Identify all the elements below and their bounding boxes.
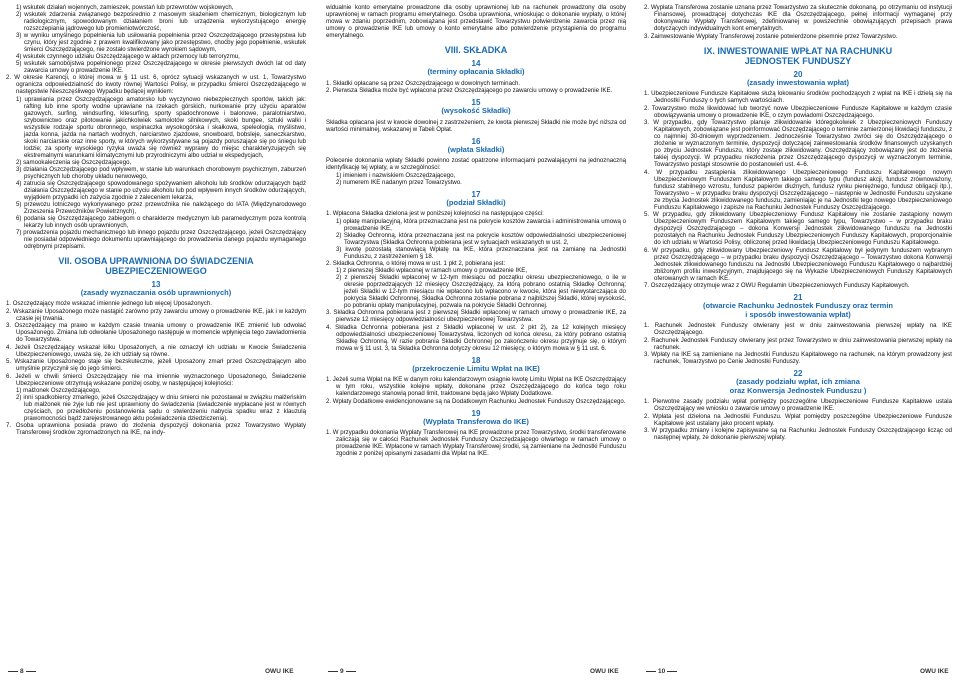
list-item: 3. W przypadku, gdy Towarzystwo planuje zlikwidowanie któregokolwiek z Ubezpieczeniowych Funduszy Kapitałowych, zobowiązane jest poinformować Oszczędzającego o terminie zamierzonej likwidacji funduszu, z co najmniej 30-dniowym wyprzedzeniem. Jednocześnie Towarzystwo zwróci się do Oszczędzającego o złożenie w wyznaczonym terminie, dyspozycji dotyczącej zainwestowania środków finansowych uzyskanych po zbyciu Jednostek Funduszu, który zostaje zlikwidowany. Oszczędzający zobowiązany jest do złożenia takiej dyspozycji. W przypadku niezłożenia przez Oszczędzającego dyspozycji w wyznaczonym terminie, Towarzystwo postąpi stosownie do postanowień ust. 4–6. [644, 119, 952, 168]
list-item: 3. Oszczędzający ma prawo w każdym czasie trwania umowy o prowadzenie IKE zmienić lub odwołać Uposażonego. Zmiana lub odwołanie Uposażonego następuje w momencie wpłynięcia tego zawiadomienia do Towarzystwa. [6, 322, 306, 343]
list-item: 1) uprawiania przez Oszczędzającego amatorsko lub wyczynowo niebezpiecznych sportów, takich jak: rafting lub inne sporty wodne uprawiane na rzekach górskich, nurkowanie przy użyciu aparatów gazowych, surfing, windsurfing, kitesurfing, sporty spadochronowe i balonowe, paralotniarstwo, szybownictwo oraz pilotowanie jakichkolwiek samolotów silnikowych, skoki bungee, sztuki walki i wszystkie rodzaje sportu obronnego, wspinaczka wysokogórska i skałkowa, speleologia, myślistwo, jazda konna, jazda na nartach wodnych, narciarstwo zjazdowe, snowboard, bobsleje, saneczkarstwo, skoki narciarskie oraz inne sporty, w których wykorzystywane są pojazdy poruszające się po śniegu lub lodzie; za sporty wysokiego ryzyka uważa się również wyprawy do miejsc charakteryzujących się ekstremalnymi warunkami klimatycznymi lub przyrodniczymi albo udział w ekspedycjach, [16, 95, 306, 159]
list-item: 5. Wskazanie Uposażonego staje się bezskuteczne, jeżeli Uposażony zmarł przed Oszczędzającym albo umyślnie przyczynił się do jego śmierci. [6, 358, 306, 372]
section-title: (wysokość Składki) [441, 106, 511, 115]
list-item: 2) Składkę Ochronną, która przeznaczana jest na pokrycie kosztów odpowiedzialności ubezpieczeniowej Towarzystwa (Składka Ochronna pobierana jest w sytuacjach wskazanych w ust. 2, [336, 231, 626, 246]
list-item: 3) działania Oszczędzającego pod wpływem, w stanie lub warunkach chorobowym psychicznym, zaburzeń psychicznych lub choroby układu nerwowego, [16, 165, 306, 180]
footer-brand: OWU IKE [590, 668, 619, 675]
section-number: 17 [471, 189, 481, 199]
list-item: 5. W przypadku, gdy zlikwidowany Ubezpieczeniowy Fundusz Kapitałowy nie zostanie zastąpiony nowym Ubezpieczeniowym Funduszem Kapitałowym takiego samego typu, Towarzystwo – w przypadku braku dyspozycji Oszczędzającego – dokona Konwersji Jednostek zlikwidowanego funduszu na Jednostki pozostałych na Rachunku Jednostek Funduszy Ubezpieczeniowych Funduszy Kapitałowych, proporcjonalnie do ich udziału w Wartości Polisy, obliczonej przed likwidacją Ubezpieczeniowego Funduszu Kapitałowego. [644, 211, 952, 246]
list-item: 6) podania się Oszczędzającego zabiegom o charakterze medycznym lub paramedycznym poza kontrolą lekarzy lub innych osób uprawnionych, [16, 214, 306, 229]
paragraph: Polecenie dokonania wpłaty Składki powinno zostać opatrzone informacjami pozwalającymi na jednoznaczną identyfikację tej wpłaty, a w szczególności: [326, 157, 626, 171]
list-item: 2. Wypłata Transferowa zostanie uznana przez Towarzystwo za skutecznie dokonaną, po otrzymaniu od instytucji Finansowej, prowadzącej dotychczas IKE dla Oszczędzającego, pełnej informacji wymaganej przy dokonywaniu Wypłaty Transferowej, zdefiniowanej w powszechnie obowiązujących przepisach prawa dotyczących indywidualnych kont emerytalnych. [644, 4, 952, 32]
list-item: 1. Oszczędzający może wskazać imiennie jednego lub więcej Uposażonych. [6, 300, 212, 307]
list-item: 4. W przypadku zastąpienia zlikwidowanego Ubezpieczeniowego Funduszu Kapitałowego nowym Ubezpieczeniowym Funduszem Kapitałowym takiego samego typu (fundusz akcji, fundusz zrównoważony, fundusz stabilnego wzrostu, fundusz papierów dłużnych, fundusz rynku pieniężnego, fundusz obligacji itp.), Towarzystwo – w przypadku braku dyspozycji Oszczędzającego – następnie w Jednostki Funduszu uzyskane ze zbycia Jednostek zlikwidowanego funduszu, zamieniając je na Jednostki tego nowego Ubezpieczeniowego Funduszu Kapitałowego i zapisze na Rachunku Jednostek Funduszy Oszczędzającego. [644, 168, 952, 211]
list-item: 3. Składka Ochronna pobierana jest z pierwszej Składki wpłaconej w ramach umowy o prowadzenie IKE, za pierwsze 12 miesięcy odpowiedzialności ubezpieczeniowej Towarzystwa. [326, 309, 626, 323]
section-number: 13 [151, 279, 161, 289]
list-item: 2. Towarzystwo może likwidować lub tworzyć nowe Ubezpieczeniowe Fundusze Kapitałowe w każdym czasie obowiązywania umowy o prowadzenie IKE, o czym powiadomi Oszczędzającego. [644, 104, 952, 119]
page-number: 10 [658, 668, 666, 675]
list-item: 1) imieniem i nazwiskiem Oszczędzającego, [336, 171, 456, 179]
list-item: 1. Ubezpieczeniowe Fundusze Kapitałowe służą lokowaniu środków pochodzących z wpłat na IKE i dzielą się na Jednostki Funduszy o tych samych wartościach. [644, 90, 952, 104]
list-item: 2. Wpłata jest dzielona na Jednostki Funduszu. Wpłat pomiędzy poszczególne Ubezpieczeniowe Fundusze Kapitałowe jest ustalany jako procent wpłaty. [644, 412, 952, 427]
paragraph: Składka opłacana jest w kwocie dowolnej z zastrzeżeniem, że kwota pierwszej Składki nie może być niższa od wartości minimalnej, wskazanej w Tabeli Opłat. [326, 118, 626, 133]
section-number: 16 [471, 136, 481, 146]
section-title: (terminy opłacania Składki) [427, 67, 525, 76]
chapter-heading [644, 46, 952, 66]
section-title: (zasady inwestowania wpłat) [746, 77, 850, 87]
list-item: 7. Oszczędzający otrzymuje wraz z OWU Regulamin Ubezpieczeniowych Funduszy Kapitałowych. [644, 282, 910, 289]
list-item: 4. Składka Ochronna pobierana jest z Składki wpłaconej w ust. 2 pkt 2), za 12 kolejnych miesięcy odpowiedzialności ubezpieczeniowej Towarzystwa, liczonych od końca okresu, za który pobrano ostatnią Składkę Ochronną. W razie pobrania Składki Ochronnej po zakończeniu okresu przyjmuje się, o którym mowa w § 11 ust. 3, ta Składka Ochronna dotyczy okresu 12 miesięcy, o którym mowa w § 11 ust. 6. [326, 323, 626, 352]
list-item: 2) numerem IKE nadanym przez Towarzystwo. [336, 178, 462, 186]
section-number: 20 [793, 69, 803, 79]
list-item: 1. Rachunek Jednostek Funduszy otwierany jest w dniu zainwestowania pierwszej wpłaty na IKE Oszczędzającego. [644, 322, 952, 336]
chapter-title-line: IX. INWESTOWANIE WPŁAT NA RACHUNKU [703, 45, 893, 56]
section-number: 19 [471, 408, 481, 418]
section-title: (podział Składki) [446, 197, 506, 207]
section-title: (wpłata Składki) [447, 144, 505, 154]
section-number: 14 [471, 59, 481, 68]
list-item: 1. W przypadku dokonania Wypłaty Transferowej na IKE prowadzone przez Towarzystwo, środki transferowane zaliczają się w całości Rachunek Jednostek Funduszy Oszczędzającego otwartego w ramach umowy o prowadzenie IKE. Wpłacone w ramach Wypłaty Transferowej środki, są zamieniane na Jednostki Funduszu zgodnie z poniżej opisanymi zasadami dla Wpłat na IKE. [326, 429, 626, 457]
page-10-column [644, 4, 952, 664]
paragraph: widualnie konto emerytalne prowadzone dla osoby uprawnionej lub na rachunek prowadzony dla osoby uprawnionej w ramach programu emerytalnego. Osoba uprawniona, wnioskując o dokonanie wypłaty, o której mowa w zdaniu poprzednim, zobowiązana jest przedstawić Towarzystwu potwierdzenie zawarcia przez nią umowy o prowadzenie IKE lub umowy o konto emerytalne albo potwierdzenie przystąpienia do programu emerytalnego. [326, 4, 626, 39]
list-item: 2. Pierwsza Składka może być wpłacona przez Oszczędzającego po zawarciu umowy o prowadzenie IKE. [326, 87, 613, 94]
section-title [644, 378, 952, 395]
list-item: 2. Rachunek Jednostek Funduszy otwierany jest przez Towarzystwo w dniu zainwestowania pierwszej wpłaty na rachunek. [644, 336, 952, 351]
page-9-column [326, 4, 626, 664]
section-title: (zasady wyznaczania osób uprawnionych) [80, 287, 232, 297]
list-item: 1. Składki opłacane są przez Oszczędzającego w dowolnych terminach. [326, 79, 521, 87]
list-item: 2. Wskazanie Uposażonego może nastąpić zarówno przy zawarciu umowy o prowadzenie IKE, jak i w każdym czasie jej trwania. [6, 307, 306, 322]
chapter-heading [6, 256, 306, 276]
list-item: 1) wskutek działań wojennych, zamieszek, powstań lub przewrotów wojskowych, [16, 4, 234, 11]
page-footer-left [6, 668, 38, 678]
list-item: 6. Jeżeli w chwili śmierci Oszczędzający nie ma imiennie wyznaczonego Uposażonego, Świadczenie Ubezpieczeniowe otrzymują wskazane poniżej osoby, w następującej kolejności: [6, 372, 306, 387]
list-item: 1. Jeżeli suma Wpłat na IKE w danym roku kalendarzowym osiągnie kwotę Limitu Wpłat na IKE Oszczędzający w tym roku, wszystkie kolejne wpłaty, dokonane przez Oszczędzającego do końca tego roku kalendarzowego stanowią ponad limit, traktowane będą jako Wpłaty Dodatkowe. [326, 376, 626, 397]
paragraph: 2. W okresie Karencji, o której mowa w § 11 ust. 6, oprócz sytuacji wskazanych w ust. 1, Towarzystwo ogranicza odpowiedzialność do kwoty równej Wartości Polisy, w przypadku śmierci Oszczędzającego w następstwie Nieszczęśliwego Wypadku będącej wynikiem: [6, 74, 306, 95]
page-footer-right [644, 668, 679, 678]
section-title-line: (otwarcie Rachunku Jednostek Funduszy oraz termin [702, 301, 894, 310]
chapter-title-line: UBEZPIECZENIOWEGO [105, 265, 207, 276]
section-number: 21 [793, 293, 803, 302]
page-number: 9 [340, 668, 344, 675]
list-item: 5) wskutek samobójstwa popełnionego przez Oszczędzającego w okresie pierwszych dwóch lat od daty zawarcia umowy o prowadzenie IKE. [16, 60, 306, 74]
page-8-column [6, 4, 306, 664]
list-item: 2) z pierwszej Składki wpłaconej w 12-tym miesiącu od początku okresu ubezpieczeniowego, o ile w okresie poprzedzających 12 miesięcy Oszczędzający, za którą pobrano ostatnią Składkę Ochronną; jeżeli Składki w 12-tym miesiącu nie wpłacono lub wpłacono w kwocie, która jest niewystarczająca do pokrycia Składki Ochronnej, Składka Ochronna zostanie pobrana z najbliższej Składki, której wysokość, po pobraniu opłaty manipulacyjnej, pozwala na pokrycie Składki Ochronnej. [336, 274, 626, 309]
list-item: 4. Jeżeli Oszczędzający wskazał kilku Uposażonych, a nie oznaczył ich udziału w Kwocie Świadczenia Ubezpieczeniowego, uważa się, że ich udziały są równe. [6, 343, 306, 358]
section-number: 15 [471, 98, 481, 107]
section-title: (Wypłata Transferowa do IKE) [423, 416, 529, 426]
section-number: 18 [471, 355, 481, 365]
list-item: 1) małżonek Oszczędzającego, [16, 387, 101, 394]
footer-brand: OWU IKE [920, 668, 949, 675]
section-title-line: (zasady podziału wpłat, ich zmiana [736, 377, 860, 386]
list-item: 3. W przypadku zmiany i kolejne zapisywane są na Rachunku Jednostek Funduszy Oszczędzającego licząc od następnej wpłaty, że dokonanie pierwszej wpłaty. [644, 427, 952, 441]
page-number: 8 [20, 668, 24, 675]
section-title-line: i sposób inwestowania wpłat) [745, 309, 851, 319]
section-title [644, 302, 952, 319]
list-item: 3. Zainwestowanie Wypłaty Transferowej zostanie potwierdzone pisemnie przez Towarzystwo. [644, 32, 898, 40]
list-item: 7) prowadzenia pojazdu mechanicznego lub innego pojazdu przez Oszczędzającego, jeżeli Oszczędzający nie posiadał odpowiedniego dokumentu uprawniającego do prowadzenia danego pojazdu wymaganego odrębnymi przepisami. [16, 228, 306, 250]
chapter-title-line: JEDNOSTEK FUNDUSZY [744, 55, 852, 66]
chapter-title-line: VII. OSOBA UPRAWNIONA DO ŚWIADCZENIA [58, 255, 254, 266]
list-item: 2) wskutek zdarzenia związanego bezpośrednio z masowym skażeniem chemicznym, biologicznym lub radiologicznym, spowodowanym działaniem broni lub urządzenia wykorzystującego energię rozszczepiania jądrowego lub promieniotwórczość, [16, 11, 306, 32]
list-item: 3) w wyniku umyślnego popełnienia lub usiłowania popełnienia przez Oszczędzającego przestępstwa lub czynu, który jest zgodnie z prawem kwalifikowany jako przestępstwo, choćby jego popełnienie, wskutek śmierci Oszczędzającego, nie zostało stwierdzone wyrokiem sądowym, [16, 32, 306, 53]
list-item: 1) opłatę manipulacyjną, która przeznaczana jest na pokrycie kosztów zawarcia i administrowania umową o prowadzenie IKE, [336, 217, 626, 232]
list-item: 2. Wpłaty Dodatkowe ewidencjonowane są na Dodatkowym Rachunku Jednostek Funduszy Oszczędzającego. [326, 397, 626, 405]
page-footer-mid [326, 668, 358, 678]
list-item: 1. Wpłacona Składka dzielona jest w poniższej kolejności na następujące części: [326, 210, 544, 217]
section-title: (przekroczenie Limitu Wpłat na IKE) [412, 363, 540, 373]
list-item: 1) z pierwszej Składki wpłaconej w ramach umowy o prowadzenie IKE, [336, 267, 528, 274]
list-item: 4) zatrucia się Oszczędzającego spowodowanego spożywaniem alkoholu lub środków odurzających bądź działania Oszczędzającego w stanie po użyciu alkoholu lub pod wpływem innych środków odurzających, wyjątkiem przypadki ich zażycia zgodnie z zaleceniem lekarza, [16, 179, 306, 201]
list-item: 7. Osoba uprawniona posiada prawo do złożenia dyspozycji dokonania przez Towarzystwo Wypłaty Transferowej środków zgromadzonych na IKE, na indy- [6, 422, 306, 436]
list-item: 1. Pierwotne zasady podziału wpłat pomiędzy poszczególne Ubezpieczeniowe Fundusze Kapitałowe ustala Oszczędzający we wniosku o zawarcie umowy o prowadzenie IKE. [644, 398, 952, 412]
list-item: 2. Składka Ochronna, o której mowa w ust. 1 pkt 2, pobierana jest: [326, 259, 506, 267]
list-item: 3) kwotę pozostałą stanowiącą Wpłatę na IKE, która przeznaczana jest na zamianę na Jednostki Funduszu, z zastrzeżeniem § 18. [336, 245, 626, 260]
list-item: 2) inni spadkobiercy zmarłego, jeżeli Oszczędzający w dniu śmierci nie pozostawał w związku małżeńskim lub małżonek nie żyje lub nie jest uprawniony do świadczenia (świadczenie wypłacane jest w równych częściach, po przedłożeniu postanowienia sądu o stwierdzeniu nabycia spadku wraz z klauzulą prawomocności bądź zarejestrowanego aktu poświadczenia dziedziczenia). [16, 394, 306, 422]
list-item: 5) przewozu lotniczego wykonywanego przez przewoźnika nie należącego do IATA (Międzynarodowego Zrzeszenia Przewoźników Powietrznych), [16, 200, 306, 215]
list-item: 4) wskutek czynnego udziału Oszczędzającego w aktach przemocy lub terroryzmu, [16, 53, 240, 60]
section-title-line: oraz Konwersja Jednostek Funduszu ) [729, 385, 867, 395]
section-number: 22 [793, 369, 803, 378]
list-item: 6. W przypadku, gdy zlikwidowany Ubezpieczeniowy Fundusz Kapitałowy był jedynym funduszem wybranym przez Oszczędzającego – w przypadku braku dyspozycji Oszczędzającego – Towarzystwo dokona Konwersji Jednostek zlikwidowanego funduszu na Jednostki Ubezpieczeniowego Funduszu Kapitałowego o najbardziej zbliżonym profilu inwestycyjnym, znajdującego się na Wykazie Ubezpieczeniowych Funduszy Kapitałowych oferowanych w ramach IKE. [644, 246, 952, 282]
list-item: 2) samookaleczenia się Oszczędzającego, [16, 158, 132, 166]
list-item: 3. Wpłaty na IKE są zamieniane na Jednostki Funduszu Kapitałowego na rachunek, na którym prowadzony jest rachunek, Towarzystwo po Cenie Jednostki Funduszy. [644, 351, 952, 365]
chapter-heading: VIII. SKŁADKA [444, 45, 508, 55]
footer-brand: OWU IKE [265, 668, 294, 675]
